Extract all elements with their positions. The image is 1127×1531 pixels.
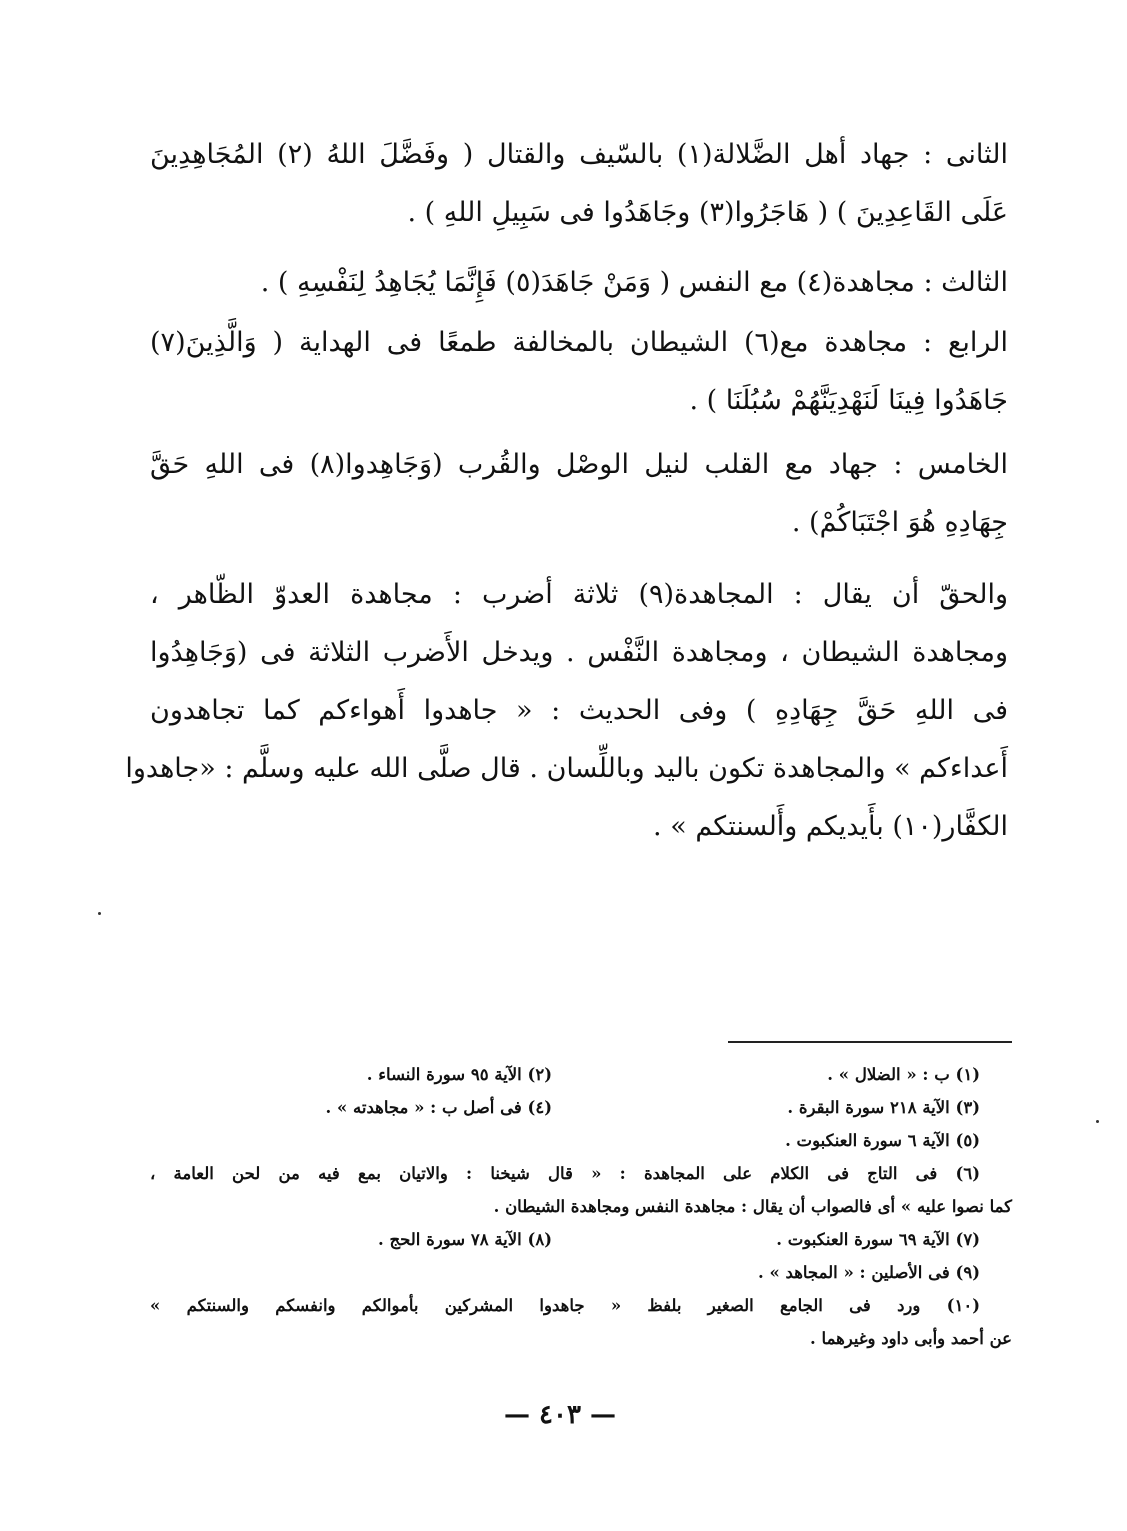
footnote-row	[150, 1157, 1012, 1190]
scan-speck	[98, 912, 101, 915]
footnote-row	[150, 1058, 1012, 1091]
paragraph-fourth	[150, 314, 1008, 430]
footnote-row	[150, 1190, 1012, 1223]
text-line: فى اللهِ حَقَّ جِهَادِهِ ) وفى الحديث : « جاهدوا أَهواءكم كما تجاهدون	[150, 695, 1008, 726]
footnote-2: (٢) الآية ٩٥ سورة النساء .	[366, 1065, 552, 1084]
text-line: جِهَادِهِ هُوَ اجْتَبَاكُمْ) .	[791, 507, 1008, 538]
paragraph-conclusion	[125, 566, 1008, 856]
paragraph-third	[150, 254, 1008, 312]
page-number: — ٤٠٣ —	[503, 1400, 617, 1430]
footnote-4: (٤) فى أصل ب : « مجاهدته » .	[325, 1098, 552, 1117]
text-line: الرابع : مجاهدة مع(٦) الشيطان بالمخالفة طمعًا فى الهداية ( وَالَّذِينَ(٧)	[150, 327, 1008, 358]
footnote-9: (٩) فى الأصلين : « المجاهد » .	[757, 1263, 980, 1282]
paragraph-second	[150, 126, 1008, 242]
footnote-row	[150, 1289, 1012, 1322]
footnote-10-continuation: عن أحمد وأبى داود وغيرهما .	[810, 1329, 1012, 1348]
footnote-1: (١) ب : « الضلال » .	[827, 1065, 980, 1084]
footnote-8: (٨) الآية ٧٨ سورة الحج .	[377, 1230, 552, 1249]
text-line: عَلَى القَاعِدِينَ ) ( هَاجَرُوا(٣) وجَاهَدُوا فى سَبِيلِ اللهِ ) .	[407, 197, 1008, 228]
footnote-6-continuation: كما نصوا عليه » أى فالصواب أن يقال : مجاهدة النفس ومجاهدة الشيطان .	[493, 1197, 1012, 1216]
footnote-row	[150, 1322, 1012, 1355]
text-line: الثانى : جهاد أهل الضَّلالة(١) بالسّيف والقتال ( وفَضَّلَ اللهُ (٢) المُجَاهِدِينَ	[150, 139, 1009, 170]
footnote-row	[150, 1124, 1012, 1157]
footnote-5: (٥) الآية ٦ سورة العنكبوت .	[785, 1131, 980, 1150]
footnote-row	[150, 1091, 1012, 1124]
footnote-3: (٣) الآية ٢١٨ سورة البقرة .	[787, 1098, 980, 1117]
text-line: الثالث : مجاهدة(٤) مع النفس ( وَمَنْ جَاهَدَ(٥) فَإِنَّمَا يُجَاهِدُ لِنَفْسِهِ ) .	[260, 267, 1008, 298]
text-line: الكفَّار(١٠) بأَيديكم وأَلسنتكم » .	[653, 811, 1008, 842]
text-line: جَاهَدُوا فِينَا لَنَهْدِيَنَّهُمْ سُبُلَنَا ) .	[689, 385, 1008, 416]
footnote-row	[150, 1256, 1012, 1289]
text-line: ومجاهدة الشيطان ، ومجاهدة النَّفْس . ويدخل الأَضرب الثلاثة فى (وَجَاهِدُوا	[150, 637, 1008, 668]
footnote-10: (١٠) ورد فى الجامع الصغير بلفظ « جاهدوا المشركين بأموالكم وانفسكم والسنتكم »	[150, 1296, 980, 1315]
text-line: الخامس : جهاد مع القلب لنيل الوصْل والقُرب (وَجَاهِدوا(٨) فى اللهِ حَقَّ	[150, 449, 1008, 480]
footnote-6: (٦) فى التاج فى الكلام على المجاهدة : « قال شيخنا : والاتيان بمع فيه من لحن العامة ،	[150, 1164, 980, 1183]
footnote-7: (٧) الآية ٦٩ سورة العنكبوت .	[776, 1230, 980, 1249]
scan-speck	[1096, 1120, 1099, 1123]
paragraph-fifth	[150, 436, 1008, 552]
text-line: والحقّ أن يقال : المجاهدة(٩) ثلاثة أضرب : مجاهدة العدوّ الظّاهر ،	[150, 579, 1008, 610]
footnote-divider	[728, 1041, 1012, 1043]
footnote-row	[150, 1223, 1012, 1256]
text-line: أَعداءكم » والمجاهدة تكون باليد وباللِّسان . قال صلَّى الله عليه وسلَّم : «جاهدوا	[125, 753, 1008, 784]
footnotes	[150, 1058, 1012, 1355]
